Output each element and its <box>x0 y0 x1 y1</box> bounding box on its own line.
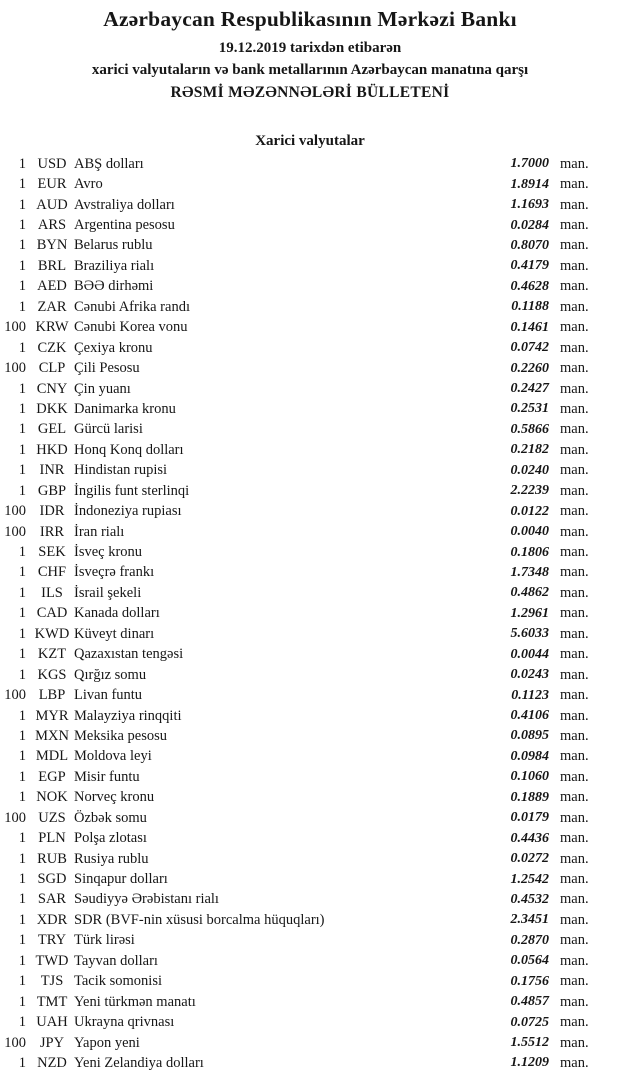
currency-name: İngilis funt sterlinqi <box>74 482 190 499</box>
currency-name: Kanada dolları <box>74 605 160 622</box>
currency-name: Türk lirəsi <box>74 932 135 949</box>
currency-name: Argentina pesosu <box>74 217 175 234</box>
rate-value: 0.0984 <box>510 748 549 764</box>
rate-value: 0.2182 <box>510 442 549 458</box>
currency-name: Çexiya kronu <box>74 339 153 356</box>
table-row <box>0 849 620 869</box>
rate-value: 1.7348 <box>510 564 549 580</box>
currency-code: IDR <box>39 503 65 520</box>
currency-code: UAH <box>36 1014 68 1031</box>
unit-label: man. <box>560 584 589 601</box>
scope-line: xarici valyutaların və bank metallarının Azərbaycan manatına qarşı <box>91 62 529 78</box>
quantity-value: 1 <box>18 911 26 928</box>
quantity-value: 1 <box>18 196 26 213</box>
currency-code: LBP <box>38 687 66 704</box>
quantity-value: 1 <box>18 462 26 479</box>
quantity-value: 1 <box>18 707 26 724</box>
rate-value: 1.2961 <box>510 605 549 621</box>
unit-label: man. <box>560 1034 589 1051</box>
currency-code: EGP <box>38 768 66 785</box>
currency-code: ILS <box>41 584 63 601</box>
currency-code: TJS <box>40 973 64 990</box>
rate-value: 0.2427 <box>510 381 549 397</box>
currency-name: Avstraliya dolları <box>74 196 175 213</box>
rate-value: 2.3451 <box>510 912 549 928</box>
bank-name-title: Azərbaycan Respublikasının Mərkəzi Bankı <box>103 7 517 31</box>
currency-name: Cənubi Korea vonu <box>74 319 188 336</box>
rate-value: 0.8070 <box>510 237 549 253</box>
table-row <box>0 951 620 971</box>
currency-name: ABŞ dolları <box>74 155 144 172</box>
currency-name: Tayvan dolları <box>74 952 158 969</box>
table-row <box>0 788 620 808</box>
rate-value: 0.1188 <box>511 299 549 315</box>
unit-label: man. <box>560 973 589 990</box>
unit-label: man. <box>560 523 589 540</box>
quantity-value: 1 <box>18 584 26 601</box>
currency-name: Braziliya rialı <box>74 257 155 274</box>
currency-name: Çin yuanı <box>74 380 131 397</box>
currency-name: Tacik somonisi <box>74 973 162 990</box>
currency-code: AED <box>37 278 67 295</box>
currency-code: CHF <box>37 564 67 581</box>
unit-label: man. <box>560 503 589 520</box>
rate-value: 0.0564 <box>510 953 549 969</box>
currency-code: USD <box>37 155 67 172</box>
currency-code: MXN <box>35 727 69 744</box>
unit-label: man. <box>560 544 589 561</box>
table-row <box>0 338 620 358</box>
rate-value: 0.1461 <box>510 319 549 335</box>
bulletin-header <box>0 0 620 102</box>
unit-label: man. <box>560 278 589 295</box>
currency-code: GBP <box>37 482 67 499</box>
currency-code: ARS <box>37 217 67 234</box>
table-row <box>0 215 620 235</box>
currency-code: CZK <box>37 339 67 356</box>
unit-label: man. <box>560 298 589 315</box>
table-row <box>0 624 620 644</box>
rate-value: 5.6033 <box>510 626 549 642</box>
rate-value: 0.0725 <box>510 1014 549 1030</box>
rate-value: 0.0742 <box>510 340 549 356</box>
section-title-foreign-currencies: Xarici valyutalar <box>255 133 365 149</box>
currency-name: İndoneziya rupiası <box>74 503 182 520</box>
currency-name: Cənubi Afrika randı <box>74 298 190 315</box>
quantity-value: 1 <box>18 400 26 417</box>
table-row <box>0 604 620 624</box>
quantity-value: 1 <box>18 605 26 622</box>
effective-date-line: 19.12.2019 tarixdən etibarən <box>218 40 402 56</box>
table-row <box>0 1012 620 1032</box>
quantity-value: 100 <box>4 503 26 520</box>
currency-name: Rusiya rublu <box>74 850 149 867</box>
quantity-value: 100 <box>4 319 26 336</box>
quantity-value: 100 <box>4 360 26 377</box>
quantity-value: 1 <box>18 441 26 458</box>
unit-label: man. <box>560 237 589 254</box>
unit-label: man. <box>560 1014 589 1031</box>
quantity-value: 1 <box>18 237 26 254</box>
unit-label: man. <box>560 462 589 479</box>
currency-name: Danimarka kronu <box>74 400 176 417</box>
currency-code: NZD <box>37 1054 67 1071</box>
unit-label: man. <box>560 625 589 642</box>
quantity-value: 1 <box>18 891 26 908</box>
table-row <box>0 665 620 685</box>
rate-value: 0.4857 <box>510 994 549 1010</box>
quantity-value: 1 <box>18 768 26 785</box>
rate-value: 0.1123 <box>511 687 549 703</box>
currency-name: Ukrayna qrivnası <box>74 1014 175 1031</box>
table-row <box>0 1033 620 1053</box>
unit-label: man. <box>560 564 589 581</box>
unit-label: man. <box>560 380 589 397</box>
quantity-value: 100 <box>4 523 26 540</box>
currency-name: Moldova leyi <box>74 748 152 765</box>
quantity-value: 1 <box>18 257 26 274</box>
currency-code: KWD <box>34 625 70 642</box>
rate-value: 0.5866 <box>510 421 549 437</box>
table-row <box>0 174 620 194</box>
currency-code: MDL <box>35 748 69 765</box>
unit-label: man. <box>560 687 589 704</box>
currency-code: NOK <box>36 789 68 806</box>
rate-value: 0.4628 <box>510 278 549 294</box>
rate-value: 0.4436 <box>510 830 549 846</box>
unit-label: man. <box>560 482 589 499</box>
table-row <box>0 358 620 378</box>
quantity-value: 1 <box>18 380 26 397</box>
currency-name: Çili Pesosu <box>74 360 140 377</box>
table-row <box>0 910 620 930</box>
currency-name: Səudiyyə Ərəbistanı rialı <box>74 891 219 908</box>
currency-name: Küveyt dinarı <box>74 625 155 642</box>
currency-name: Misir funtu <box>74 768 140 785</box>
rate-value: 0.2531 <box>510 401 549 417</box>
quantity-value: 1 <box>18 564 26 581</box>
currency-name: BƏƏ dirhəmi <box>74 278 154 295</box>
quantity-value: 1 <box>18 789 26 806</box>
unit-label: man. <box>560 727 589 744</box>
quantity-value: 1 <box>18 544 26 561</box>
currency-code: DKK <box>36 400 68 417</box>
rate-value: 0.0895 <box>510 728 549 744</box>
rate-value: 0.0272 <box>510 851 549 867</box>
unit-label: man. <box>560 952 589 969</box>
rate-value: 1.1209 <box>510 1055 549 1071</box>
quantity-value: 100 <box>4 687 26 704</box>
unit-label: man. <box>560 646 589 663</box>
currency-code: SEK <box>38 544 66 561</box>
currency-name: Qırğız somu <box>74 666 147 683</box>
table-row <box>0 542 620 562</box>
rate-value: 2.2239 <box>510 483 549 499</box>
rate-value: 0.4532 <box>510 891 549 907</box>
table-row <box>0 890 620 910</box>
quantity-value: 1 <box>18 727 26 744</box>
currency-name: Gürcü larisi <box>74 421 143 438</box>
currency-code: UZS <box>38 809 66 826</box>
table-row <box>0 747 620 767</box>
rate-value: 1.2542 <box>510 871 549 887</box>
table-row <box>0 277 620 297</box>
rate-value: 0.0040 <box>510 524 549 540</box>
currency-name: İsveçrə frankı <box>74 564 155 581</box>
unit-label: man. <box>560 891 589 908</box>
currency-code: TWD <box>35 952 69 969</box>
table-row <box>0 1053 620 1073</box>
quantity-value: 1 <box>18 339 26 356</box>
currency-code: ZAR <box>37 298 67 315</box>
table-row <box>0 318 620 338</box>
unit-label: man. <box>560 789 589 806</box>
currency-name: İran rialı <box>74 523 125 540</box>
table-row <box>0 399 620 419</box>
rates-table <box>0 154 620 1073</box>
unit-label: man. <box>560 993 589 1010</box>
unit-label: man. <box>560 441 589 458</box>
quantity-value: 1 <box>18 482 26 499</box>
unit-label: man. <box>560 155 589 172</box>
currency-code: HKD <box>36 441 68 458</box>
currency-code: BRL <box>37 257 67 274</box>
quantity-value: 1 <box>18 278 26 295</box>
currency-code: BYN <box>36 237 68 254</box>
currency-code: SAR <box>37 891 67 908</box>
unit-label: man. <box>560 748 589 765</box>
table-row <box>0 195 620 215</box>
rate-value: 0.1060 <box>510 769 549 785</box>
quantity-value: 1 <box>18 155 26 172</box>
table-row <box>0 931 620 951</box>
currency-name: Yapon yeni <box>74 1034 140 1051</box>
rate-value: 0.0044 <box>510 646 549 662</box>
rate-value: 1.7000 <box>510 156 549 172</box>
quantity-value: 1 <box>18 1014 26 1031</box>
currency-name: İsrail şekeli <box>74 584 142 601</box>
currency-name: Qazaxıstan tengəsi <box>74 646 184 663</box>
unit-label: man. <box>560 707 589 724</box>
unit-label: man. <box>560 830 589 847</box>
unit-label: man. <box>560 339 589 356</box>
currency-name: Belarus rublu <box>74 237 153 254</box>
currency-name: Yeni türkmən manatı <box>74 993 196 1010</box>
table-row <box>0 297 620 317</box>
rate-value: 0.4106 <box>510 708 549 724</box>
table-row <box>0 808 620 828</box>
table-row <box>0 522 620 542</box>
unit-label: man. <box>560 400 589 417</box>
table-row <box>0 154 620 174</box>
unit-label: man. <box>560 809 589 826</box>
quantity-value: 1 <box>18 646 26 663</box>
table-row <box>0 645 620 665</box>
currency-code: GEL <box>37 421 67 438</box>
currency-code: RUB <box>37 850 67 867</box>
currency-name: İsveç kronu <box>74 544 143 561</box>
unit-label: man. <box>560 850 589 867</box>
currency-code: SGD <box>37 871 67 888</box>
quantity-value: 1 <box>18 176 26 193</box>
table-row <box>0 501 620 521</box>
table-row <box>0 726 620 746</box>
rate-value: 0.0243 <box>510 667 549 683</box>
unit-label: man. <box>560 1054 589 1071</box>
quantity-value: 1 <box>18 748 26 765</box>
currency-code: CAD <box>36 605 68 622</box>
unit-label: man. <box>560 176 589 193</box>
currency-code: EUR <box>37 176 67 193</box>
rate-value: 0.0122 <box>510 503 549 519</box>
quantity-value: 1 <box>18 1054 26 1071</box>
quantity-value: 1 <box>18 932 26 949</box>
currency-code: MYR <box>35 707 69 724</box>
currency-name: Özbək somu <box>74 809 147 826</box>
rate-value: 1.1693 <box>510 197 549 213</box>
table-row <box>0 583 620 603</box>
table-row <box>0 972 620 992</box>
quantity-value: 1 <box>18 973 26 990</box>
unit-label: man. <box>560 196 589 213</box>
quantity-value: 1 <box>18 217 26 234</box>
currency-code: KRW <box>35 319 69 336</box>
rate-value: 0.2260 <box>510 360 549 376</box>
unit-label: man. <box>560 360 589 377</box>
currency-code: TMT <box>36 993 68 1010</box>
currency-code: XDR <box>36 911 68 928</box>
currency-code: JPY <box>39 1034 65 1051</box>
currency-name: Sinqapur dolları <box>74 871 168 888</box>
currency-name: Avro <box>74 176 103 193</box>
quantity-value: 1 <box>18 666 26 683</box>
currency-name: Yeni Zelandiya dolları <box>74 1054 204 1071</box>
table-row <box>0 379 620 399</box>
table-row <box>0 461 620 481</box>
quantity-value: 1 <box>18 993 26 1010</box>
rate-value: 0.0240 <box>510 462 549 478</box>
currency-code: INR <box>39 462 65 479</box>
rate-value: 0.1756 <box>510 973 549 989</box>
currency-code: TRY <box>37 932 67 949</box>
unit-label: man. <box>560 932 589 949</box>
unit-label: man. <box>560 605 589 622</box>
unit-label: man. <box>560 911 589 928</box>
currency-name: Meksika pesosu <box>74 727 168 744</box>
quantity-value: 1 <box>18 952 26 969</box>
currency-name: Honq Konq dolları <box>74 441 184 458</box>
table-row <box>0 706 620 726</box>
currency-name: Hindistan rupisi <box>74 462 168 479</box>
table-row <box>0 236 620 256</box>
currency-code: KGS <box>37 666 67 683</box>
currency-name: Polşa zlotası <box>74 830 147 847</box>
currency-code: CNY <box>36 380 68 397</box>
unit-label: man. <box>560 319 589 336</box>
quantity-value: 1 <box>18 421 26 438</box>
rate-value: 0.4179 <box>510 258 549 274</box>
rate-value: 0.1889 <box>510 789 549 805</box>
quantity-value: 100 <box>4 1034 26 1051</box>
currency-name: Norveç kronu <box>74 789 155 806</box>
table-row <box>0 440 620 460</box>
unit-label: man. <box>560 768 589 785</box>
table-row <box>0 869 620 889</box>
table-row <box>0 256 620 276</box>
unit-label: man. <box>560 871 589 888</box>
currency-name: Livan funtu <box>74 687 143 704</box>
currency-code: KZT <box>37 646 67 663</box>
quantity-value: 1 <box>18 830 26 847</box>
quantity-value: 1 <box>18 871 26 888</box>
table-row <box>0 767 620 787</box>
currency-code: PLN <box>38 830 66 847</box>
quantity-value: 1 <box>18 625 26 642</box>
rate-value: 0.4862 <box>510 585 549 601</box>
unit-label: man. <box>560 666 589 683</box>
rate-value: 0.1806 <box>510 544 549 560</box>
rate-value: 0.2870 <box>510 932 549 948</box>
currency-code: CLP <box>38 360 66 377</box>
table-row <box>0 992 620 1012</box>
rate-value: 0.0284 <box>510 217 549 233</box>
unit-label: man. <box>560 257 589 274</box>
table-row <box>0 828 620 848</box>
bulletin-title: RƏSMİ MƏZƏNNƏLƏRİ BÜLLETENİ <box>170 84 450 101</box>
quantity-value: 100 <box>4 809 26 826</box>
unit-label: man. <box>560 421 589 438</box>
currency-code: IRR <box>39 523 65 540</box>
unit-label: man. <box>560 217 589 234</box>
rate-value: 1.5512 <box>510 1035 549 1051</box>
rate-value: 0.0179 <box>510 810 549 826</box>
table-row <box>0 685 620 705</box>
currency-name: SDR (BVF-nin xüsusi borcalma hüquqları) <box>74 911 325 928</box>
table-row <box>0 420 620 440</box>
quantity-value: 1 <box>18 850 26 867</box>
rate-value: 1.8914 <box>510 176 549 192</box>
quantity-value: 1 <box>18 298 26 315</box>
table-row <box>0 563 620 583</box>
currency-name: Malayziya rinqqiti <box>74 707 182 724</box>
currency-code: AUD <box>36 196 68 213</box>
table-row <box>0 481 620 501</box>
